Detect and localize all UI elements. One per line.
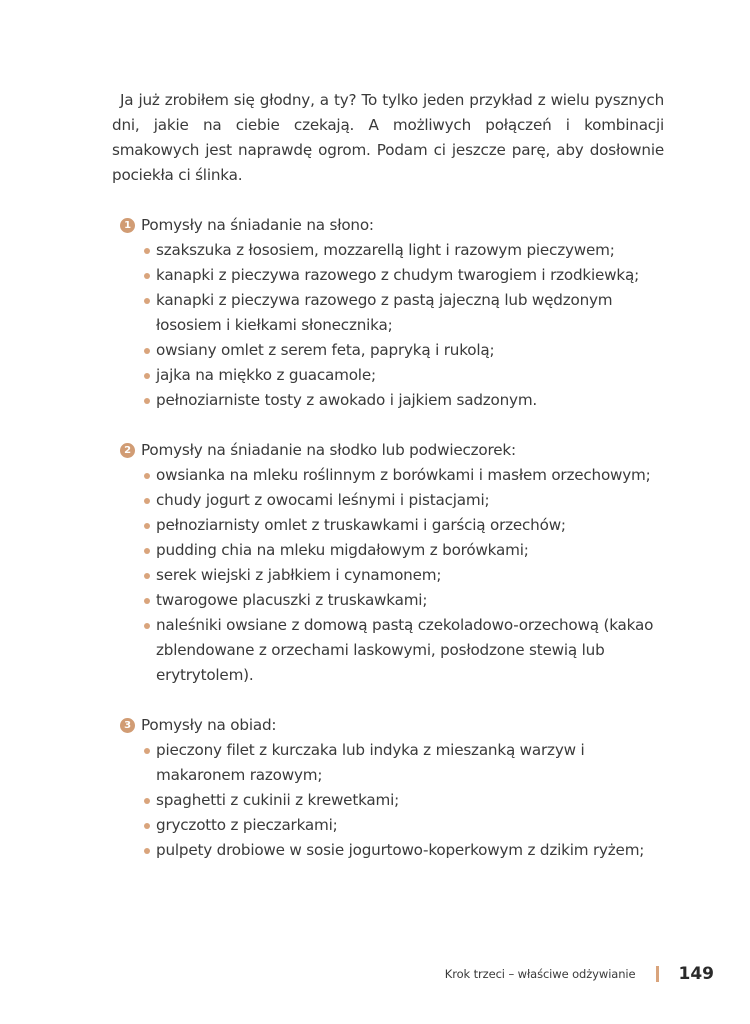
list-item (156, 288, 664, 338)
bullet-icon (144, 548, 150, 554)
section-heading (120, 438, 664, 463)
bullet-list (112, 238, 664, 413)
bullet-icon (144, 398, 150, 404)
bullet-icon (144, 748, 150, 754)
bullet-icon (144, 273, 150, 279)
list-item (156, 613, 664, 688)
list-item-text: pudding chia na mleku migdałowym z borówkami; (156, 541, 529, 559)
list-item-text: spaghetti z cukinii z krewetkami; (156, 791, 400, 809)
page-footer (445, 964, 714, 984)
list-item (156, 513, 664, 538)
list-item (156, 538, 664, 563)
bullet-icon (144, 798, 150, 804)
section-heading-text: Pomysły na obiad: (141, 716, 277, 734)
number-badge-icon: 2 (120, 443, 135, 458)
bullet-list (112, 738, 664, 863)
list-item (156, 788, 664, 813)
list-item-text: chudy jogurt z owocami leśnymi i pistacjami; (156, 491, 490, 509)
list-item-text: twarogowe placuszki z truskawkami; (156, 591, 428, 609)
page-content (112, 88, 664, 863)
list-item (156, 388, 664, 413)
bullet-icon (144, 848, 150, 854)
section-heading (120, 713, 664, 738)
page-number: 149 (678, 964, 714, 984)
list-item-text: jajka na miękko z guacamole; (156, 366, 376, 384)
bullet-icon (144, 523, 150, 529)
section-heading-text: Pomysły na śniadanie na słodko lub podwieczorek: (141, 441, 516, 459)
bullet-icon (144, 473, 150, 479)
intro-paragraph: Ja już zrobiłem się głodny, a ty? To tylko jeden przykład z wielu pysznych dni, jakie na ciebie czekają. A możliwych połączeń i kombinacji smakowych jest naprawdę ogrom. Podam ci jeszcze parę, aby dosłownie pociekła ci ślinka. (112, 91, 664, 184)
list-item (156, 738, 664, 788)
bullet-icon (144, 623, 150, 629)
section-2 (112, 438, 664, 688)
list-item (156, 838, 664, 863)
section-1 (112, 213, 664, 413)
bullet-icon (144, 823, 150, 829)
list-item-text: naleśniki owsiane z domową pastą czekoladowo-orzechową (kakao zblendowane z orzechami laskowymi, posłodzone stewią lub erytrytolem). (156, 616, 654, 684)
bullet-icon (144, 298, 150, 304)
list-item-text: owsiany omlet z serem feta, papryką i rukolą; (156, 341, 495, 359)
list-item (156, 588, 664, 613)
sections-list (112, 213, 664, 863)
list-item-text: owsianka na mleku roślinnym z borówkami i masłem orzechowym; (156, 466, 651, 484)
list-item (156, 338, 664, 363)
list-item (156, 363, 664, 388)
bullet-list (112, 463, 664, 688)
chapter-title: Krok trzeci – właściwe odżywianie (444, 967, 636, 981)
list-item-text: kanapki z pieczywa razowego z pastą jajeczną lub wędzonym łososiem i kiełkami słonecznika; (156, 291, 613, 334)
bullet-icon (144, 248, 150, 254)
section-3 (112, 713, 664, 863)
list-item (156, 488, 664, 513)
list-item-text: kanapki z pieczywa razowego z chudym twarogiem i rzodkiewką; (156, 266, 640, 284)
bullet-icon (144, 498, 150, 504)
bullet-icon (144, 348, 150, 354)
list-item-text: pełnoziarnisty omlet z truskawkami i garścią orzechów; (156, 516, 566, 534)
bullet-icon (144, 573, 150, 579)
number-badge-icon: 3 (120, 718, 135, 733)
list-item (156, 238, 664, 263)
number-badge-icon: 1 (120, 218, 135, 233)
list-item-text: pełnoziarniste tosty z awokado i jajkiem sadzonym. (156, 391, 538, 409)
list-item (156, 463, 664, 488)
list-item-text: serek wiejski z jabłkiem i cynamonem; (156, 566, 442, 584)
list-item (156, 563, 664, 588)
bullet-icon (144, 598, 150, 604)
list-item-text: pieczony filet z kurczaka lub indyka z mieszanką warzyw i makaronem razowym; (156, 741, 585, 784)
list-item-text: szakszuka z łososiem, mozzarellą light i razowym pieczywem; (156, 241, 615, 259)
bullet-icon (144, 373, 150, 379)
section-heading-text: Pomysły na śniadanie na słono: (141, 216, 374, 234)
section-heading (120, 213, 664, 238)
list-item-text: gryczotto z pieczarkami; (156, 816, 338, 834)
list-item-text: pulpety drobiowe w sosie jogurtowo-koperkowym z dzikim ryżem; (156, 841, 645, 859)
footer-divider (656, 966, 659, 982)
list-item (156, 813, 664, 838)
list-item (156, 263, 664, 288)
